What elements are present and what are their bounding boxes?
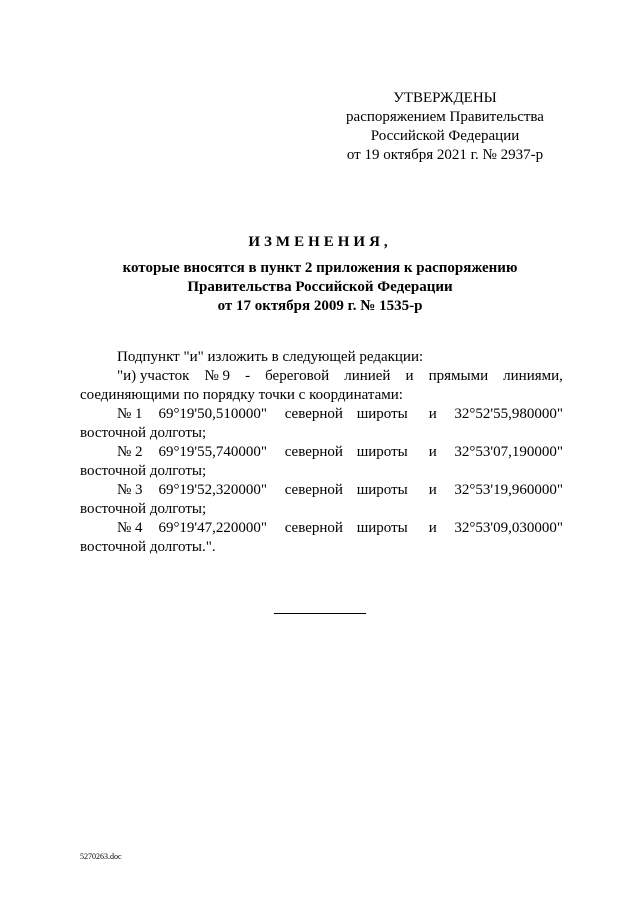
approval-heading: УТВЕРЖДЕНЫ: [393, 90, 497, 106]
conjunction: и: [428, 444, 437, 460]
longitude-label: восточной долготы;: [80, 425, 207, 441]
para-word: -: [245, 368, 251, 384]
longitude-label: восточной долготы;: [80, 501, 207, 517]
longitude: 32°53'19,960000": [454, 482, 563, 498]
paragraph-continuation: соединяющими по порядку точки с координатами:: [80, 387, 403, 403]
approval-line: Российской Федерации: [370, 128, 520, 144]
document-id: 5270263.doc: [80, 852, 122, 861]
latitude: 69°19'55,740000": [158, 444, 268, 460]
longitude: 32°52'55,980000": [454, 406, 563, 422]
closing-divider: [274, 613, 366, 614]
coordinate-row: [80, 443, 563, 462]
point-number: № 3: [117, 482, 143, 498]
longitude: 32°53'07,190000": [454, 444, 563, 460]
para-word: береговой: [265, 368, 330, 384]
title-subtitle: от 17 октября 2009 г. № 1535-р: [217, 298, 423, 314]
conjunction: и: [428, 520, 437, 536]
approval-stamp: [330, 89, 560, 165]
longitude: 32°53'09,030000": [454, 520, 563, 536]
conjunction: и: [428, 482, 437, 498]
approval-date: от 19 октября 2021 г. № 2937-р: [346, 147, 544, 163]
latitude: 69°19'50,510000": [158, 406, 268, 422]
lat-label: северной: [284, 406, 343, 422]
longitude-label: восточной долготы;: [80, 463, 207, 479]
intro-line: Подпункт "и" изложить в следующей редакции:: [117, 349, 424, 365]
lat-label: северной: [284, 520, 343, 536]
lat-label: широты: [356, 406, 408, 422]
document-title: [80, 233, 560, 316]
para-word: прямыми: [428, 368, 489, 384]
latitude: 69°19'52,320000": [158, 482, 268, 498]
para-word: линиями,: [503, 368, 563, 384]
point-number: № 2: [117, 444, 143, 460]
conjunction: и: [428, 406, 437, 422]
title-subtitle: которые вносятся в пункт 2 приложения к распоряжению: [122, 260, 518, 276]
para-word: "и) участок: [117, 368, 190, 384]
lat-label: широты: [356, 482, 408, 498]
point-number: № 4: [117, 520, 143, 536]
approval-line: распоряжением Правительства: [346, 109, 544, 125]
title-subtitle: Правительства Российской Федерации: [187, 279, 453, 295]
lat-label: северной: [284, 444, 343, 460]
para-word: и: [405, 368, 414, 384]
document-body: [80, 348, 563, 557]
para-word: линией: [344, 368, 391, 384]
coordinate-row: [80, 405, 563, 424]
longitude-label: восточной долготы.".: [80, 539, 216, 555]
title-heading: ИЗМЕНЕНИЯ,: [248, 234, 392, 250]
latitude: 69°19'47,220000": [158, 520, 268, 536]
point-number: № 1: [117, 406, 143, 422]
coordinate-row: [80, 519, 563, 538]
paragraph-first-line: [80, 367, 563, 386]
lat-label: широты: [356, 520, 408, 536]
lat-label: широты: [356, 444, 408, 460]
para-word: № 9: [204, 368, 231, 384]
lat-label: северной: [284, 482, 343, 498]
coordinate-row: [80, 481, 563, 500]
